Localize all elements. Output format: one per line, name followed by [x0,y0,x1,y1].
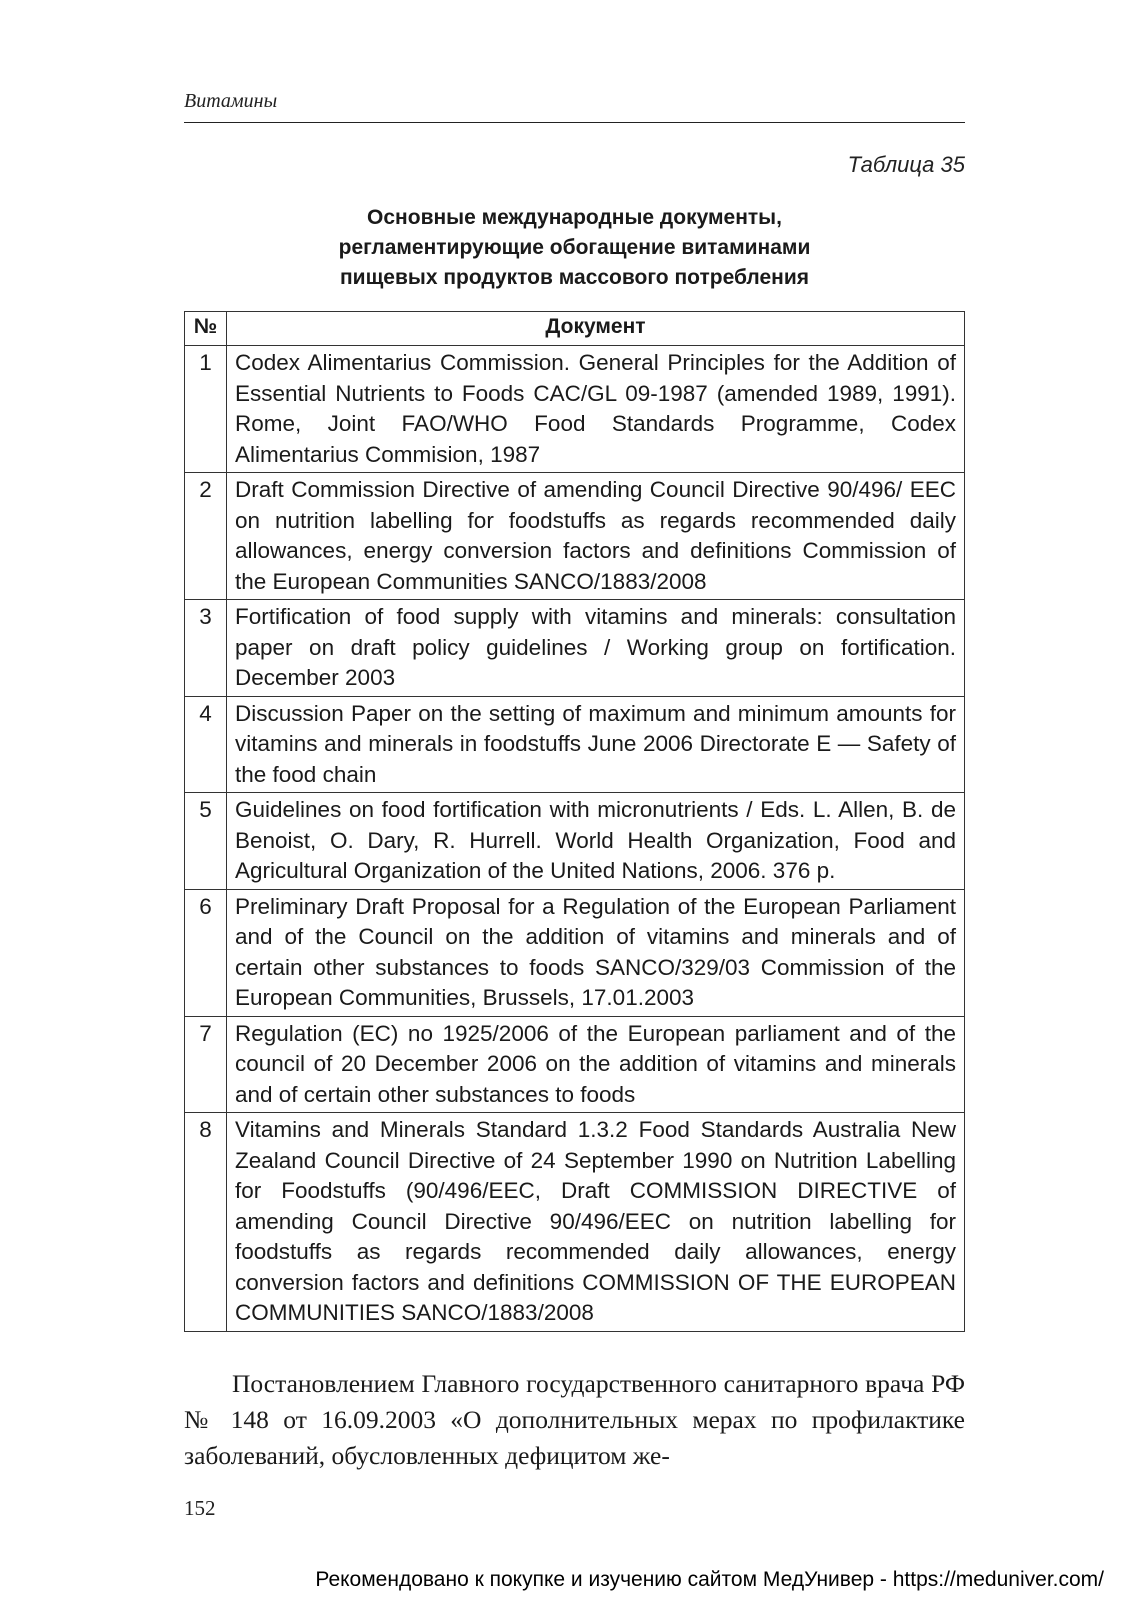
row-number: 4 [185,696,227,793]
table-row [185,473,965,600]
row-number: 8 [185,1113,227,1332]
column-header-document: Документ [227,312,965,346]
table-row [185,696,965,793]
row-document: Regulation (EC) no 1925/2006 of the European parliament and of the council of 20 December 2006 on the addition of vitamins and minerals and of certain other substances to foods [227,1016,965,1113]
table-title-line: пищевых продуктов массового потребления [339,266,810,289]
row-document: Guidelines on food fortification with micronutrients / Eds. L. Allen, B. de Benoist, O. Dary, R. Hurrell. World Health Organization, Food and Agricultural Organization of the United Nations, 2006. 376 p. [227,793,965,890]
row-document: Preliminary Draft Proposal for a Regulation of the European Parliament and of the Council on the addition of vitamins and minerals and of certain other substances to foods SANCO/329/03 Commission of the European Communities, Brussels, 17.01.2003 [227,889,965,1016]
row-document: Vitamins and Minerals Standard 1.3.2 Food Standards Australia New Zealand Council Directive of 24 September 1990 on Nutrition Labelling for Foodstuffs (90/496/EEC, Draft COMMISSION DIRECTIVE of amending Council Directive 90/496/EEC on nutrition labelling for foodstuffs as regards recommended daily allowances, energy conversion factors and definitions COMMISSION OF THE EUROPEAN COMMUNITIES SANCO/1883/2008 [227,1113,965,1332]
row-number: 6 [185,889,227,1016]
table-header-row [185,312,965,346]
row-number: 2 [185,473,227,600]
row-number: 1 [185,346,227,473]
table-title-line: регламентирующие обогащение витаминами [338,236,811,259]
row-document: Codex Alimentarius Commission. General Principles for the Addition of Essential Nutrients to Foods CAC/GL 09-1987 (amended 1989, 1991). Rome, Joint FAO/WHO Food Standards Programme, Codex Alimentarius Commision, 1987 [227,346,965,473]
table-row [185,600,965,697]
table-row [185,889,965,1016]
documents-table [184,311,965,1332]
table-title [184,203,965,293]
table-row [185,1113,965,1332]
page-number: 152 [184,1496,216,1520]
body-paragraph: Постановлением Главного государственного санитарного врача РФ № 148 от 16.09.2003 «О дополнительных мерах по профилактике заболеваний, обусловленных дефицитом же- [184,1369,965,1470]
row-document: Discussion Paper on the setting of maximum and minimum amounts for vitamins and minerals in foodstuffs June 2006 Directorate E — Safety of the food chain [227,696,965,793]
header-rule [184,122,965,123]
row-number: 7 [185,1016,227,1113]
footer-ad-text: Рекомендовано к покупке и изучению сайтом МедУнивер - https://meduniver.com/ [315,1568,1104,1591]
table-row [185,346,965,473]
row-document: Fortification of food supply with vitamins and minerals: consultation paper on draft policy guidelines / Working group on fortification. December 2003 [227,600,965,697]
table-number: Таблица 35 [847,152,965,177]
column-header-num: № [185,312,227,346]
table-row [185,793,965,890]
running-head: Витамины [184,90,278,112]
table-title-line: Основные международные документы, [367,206,782,229]
row-document: Draft Commission Directive of amending Council Directive 90/496/ EEC on nutrition labelling for foodstuffs as regards recommended daily allowances, energy conversion factors and definitions Commission of the European Communities SANCO/1883/2008 [227,473,965,600]
row-number: 3 [185,600,227,697]
table-row [185,1016,965,1113]
row-number: 5 [185,793,227,890]
